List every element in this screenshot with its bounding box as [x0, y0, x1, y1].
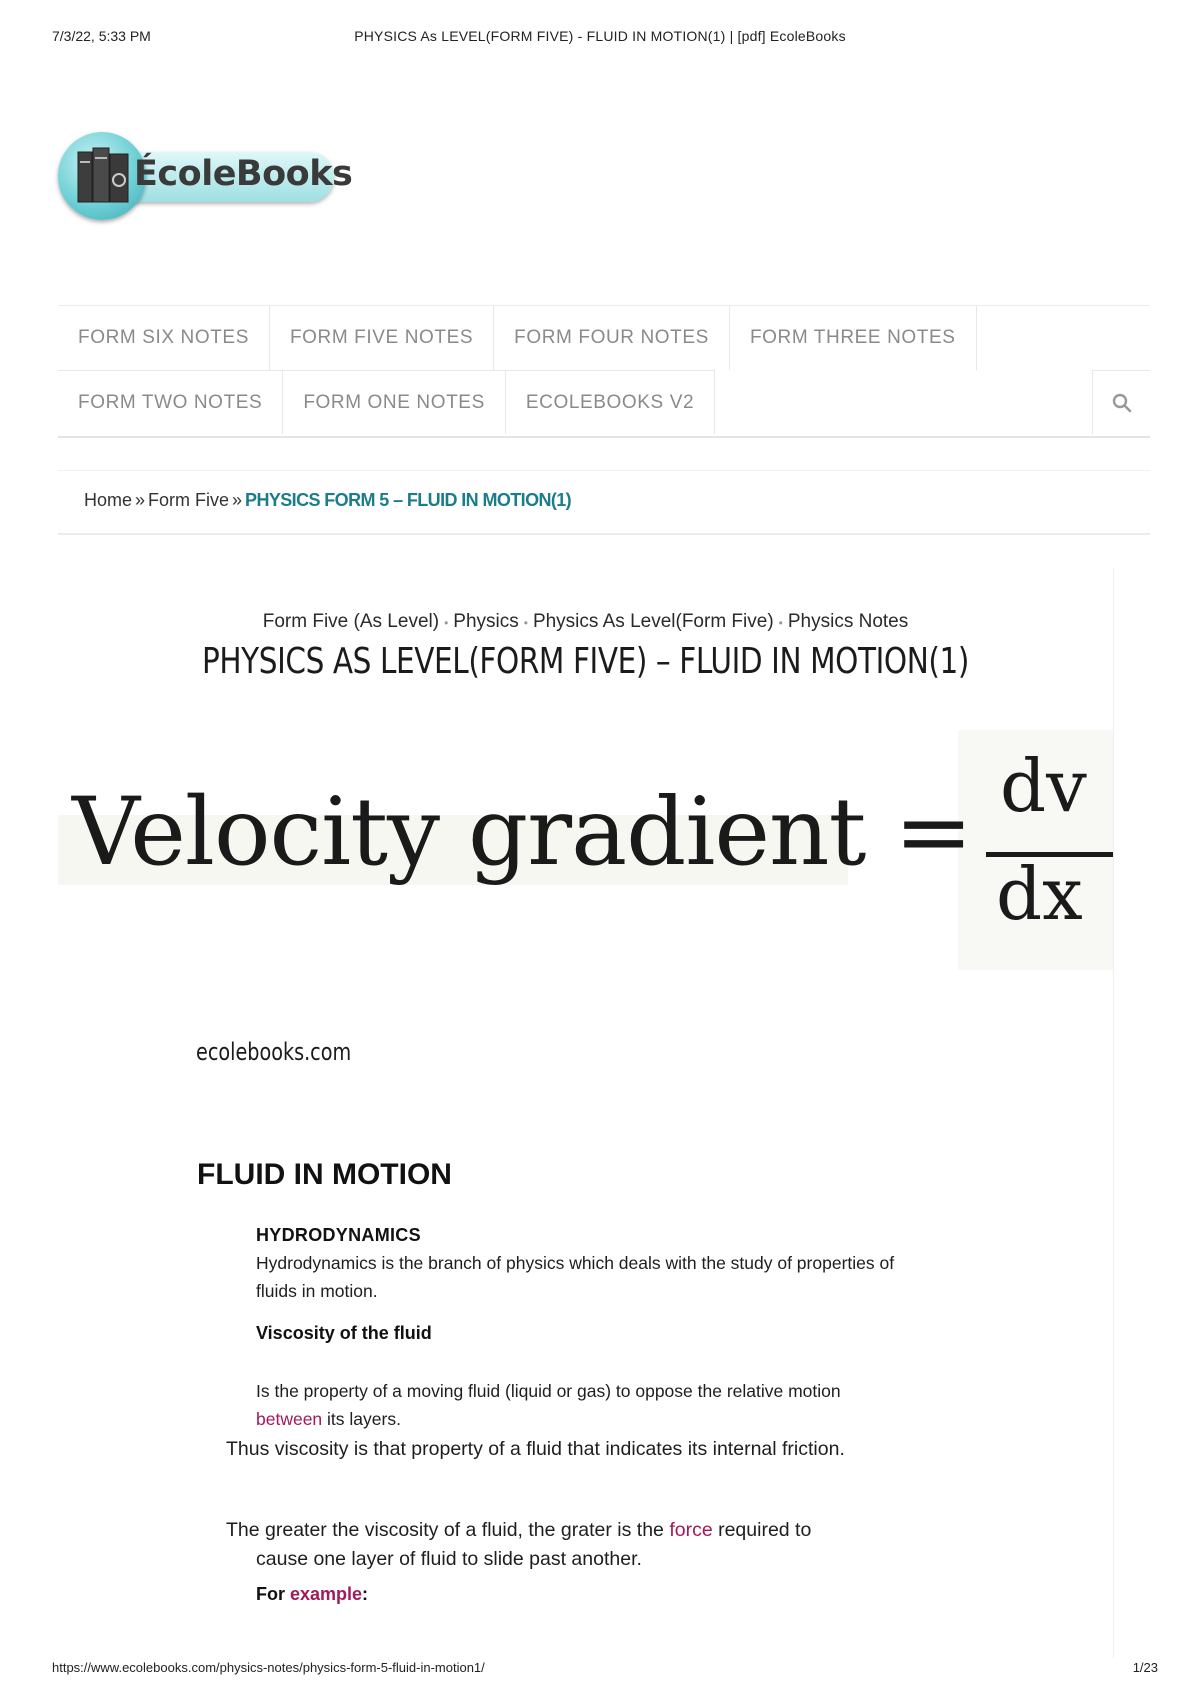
- category-separator: •: [778, 616, 783, 630]
- viscosity-paragraph: [256, 1377, 896, 1433]
- between-link[interactable]: between: [256, 1409, 323, 1429]
- example-link[interactable]: example: [290, 1584, 363, 1604]
- thus-paragraph: Thus viscosity is that property of a fluid that indicates its internal friction.: [226, 1438, 845, 1460]
- category-physics-notes[interactable]: Physics Notes: [787, 611, 909, 632]
- print-url: https://www.ecolebooks.com/physics-notes/physics-form-5-fluid-in-motion1/: [52, 1660, 485, 1675]
- nav-form-four[interactable]: FORM FOUR NOTES: [494, 306, 730, 370]
- category-form-five[interactable]: Form Five (As Level): [262, 611, 440, 632]
- site-watermark-text: ecolebooks.com: [196, 1038, 352, 1066]
- search-icon: [1112, 393, 1132, 413]
- search-button[interactable]: [1092, 370, 1150, 434]
- nav-form-six[interactable]: FORM SIX NOTES: [58, 306, 270, 370]
- nav-form-one[interactable]: FORM ONE NOTES: [283, 370, 506, 434]
- print-page-number: 1/23: [1132, 1660, 1158, 1675]
- category-physics-as-level[interactable]: Physics As Level(Form Five): [532, 611, 774, 632]
- print-page-title: PHYSICS As LEVEL(FORM FIVE) - FLUID IN MOTION(1) | [pdf] EcoleBooks: [354, 28, 846, 44]
- formula-denominator: dx: [996, 852, 1083, 936]
- greater-text-end: cause one layer of fluid to slide past another.: [256, 1548, 642, 1570]
- breadcrumb-current: PHYSICS FORM 5 – FLUID IN MOTION(1): [245, 490, 572, 510]
- category-physics[interactable]: Physics: [453, 611, 519, 632]
- force-link[interactable]: force: [669, 1519, 713, 1541]
- example-heading: [256, 1584, 368, 1605]
- main-nav: [58, 305, 1150, 438]
- books-icon: [76, 146, 132, 206]
- nav-form-three[interactable]: FORM THREE NOTES: [730, 306, 977, 370]
- example-suffix: :: [362, 1584, 369, 1604]
- formula-lhs: Velocity gradient =: [72, 778, 972, 887]
- formula-numerator: dv: [1000, 744, 1087, 828]
- nav-form-five[interactable]: FORM FIVE NOTES: [270, 306, 494, 370]
- section-heading: FLUID IN MOTION: [197, 1158, 452, 1191]
- print-date: 7/3/22, 5:33 PM: [52, 28, 151, 44]
- nav-ecolebooks-v2[interactable]: ECOLEBOOKS V2: [506, 370, 715, 434]
- breadcrumb-separator: »: [135, 490, 146, 510]
- breadcrumb: [84, 490, 571, 511]
- site-logo[interactable]: [58, 130, 353, 222]
- nav-form-two[interactable]: FORM TWO NOTES: [58, 370, 283, 434]
- viscosity-text-end: its layers.: [322, 1409, 401, 1429]
- breadcrumb-form-five[interactable]: Form Five: [148, 490, 230, 510]
- viscosity-text: Is the property of a moving fluid (liquid or gas) to oppose the relative motion: [256, 1381, 841, 1401]
- breadcrumb-bar: [58, 470, 1150, 535]
- featured-formula-image: [58, 730, 1113, 970]
- category-separator: •: [523, 616, 528, 630]
- category-links: [58, 611, 1113, 633]
- breadcrumb-home[interactable]: Home: [84, 490, 133, 510]
- article-title: PHYSICS AS LEVEL(FORM FIVE) – FLUID IN MOTION(1): [201, 641, 970, 682]
- nav-row-1: [58, 306, 977, 370]
- nav-row-2: [58, 370, 715, 434]
- greater-text-mid: required to: [712, 1519, 812, 1541]
- breadcrumb-separator: »: [232, 490, 243, 510]
- greater-paragraph: [226, 1516, 886, 1574]
- category-separator: •: [444, 616, 449, 630]
- sub-heading: HYDRODYNAMICS: [256, 1225, 421, 1245]
- logo-text: ÉcoleBooks: [134, 154, 353, 194]
- viscosity-heading: Viscosity of the fluid: [256, 1323, 432, 1343]
- article-card: [58, 568, 1114, 1658]
- hydrodynamics-paragraph: Hydrodynamics is the branch of physics which deals with the study of properties of fluids in motion.: [256, 1253, 895, 1301]
- greater-text: The greater the viscosity of a fluid, the grater is the: [226, 1519, 670, 1541]
- example-prefix: For: [256, 1584, 290, 1604]
